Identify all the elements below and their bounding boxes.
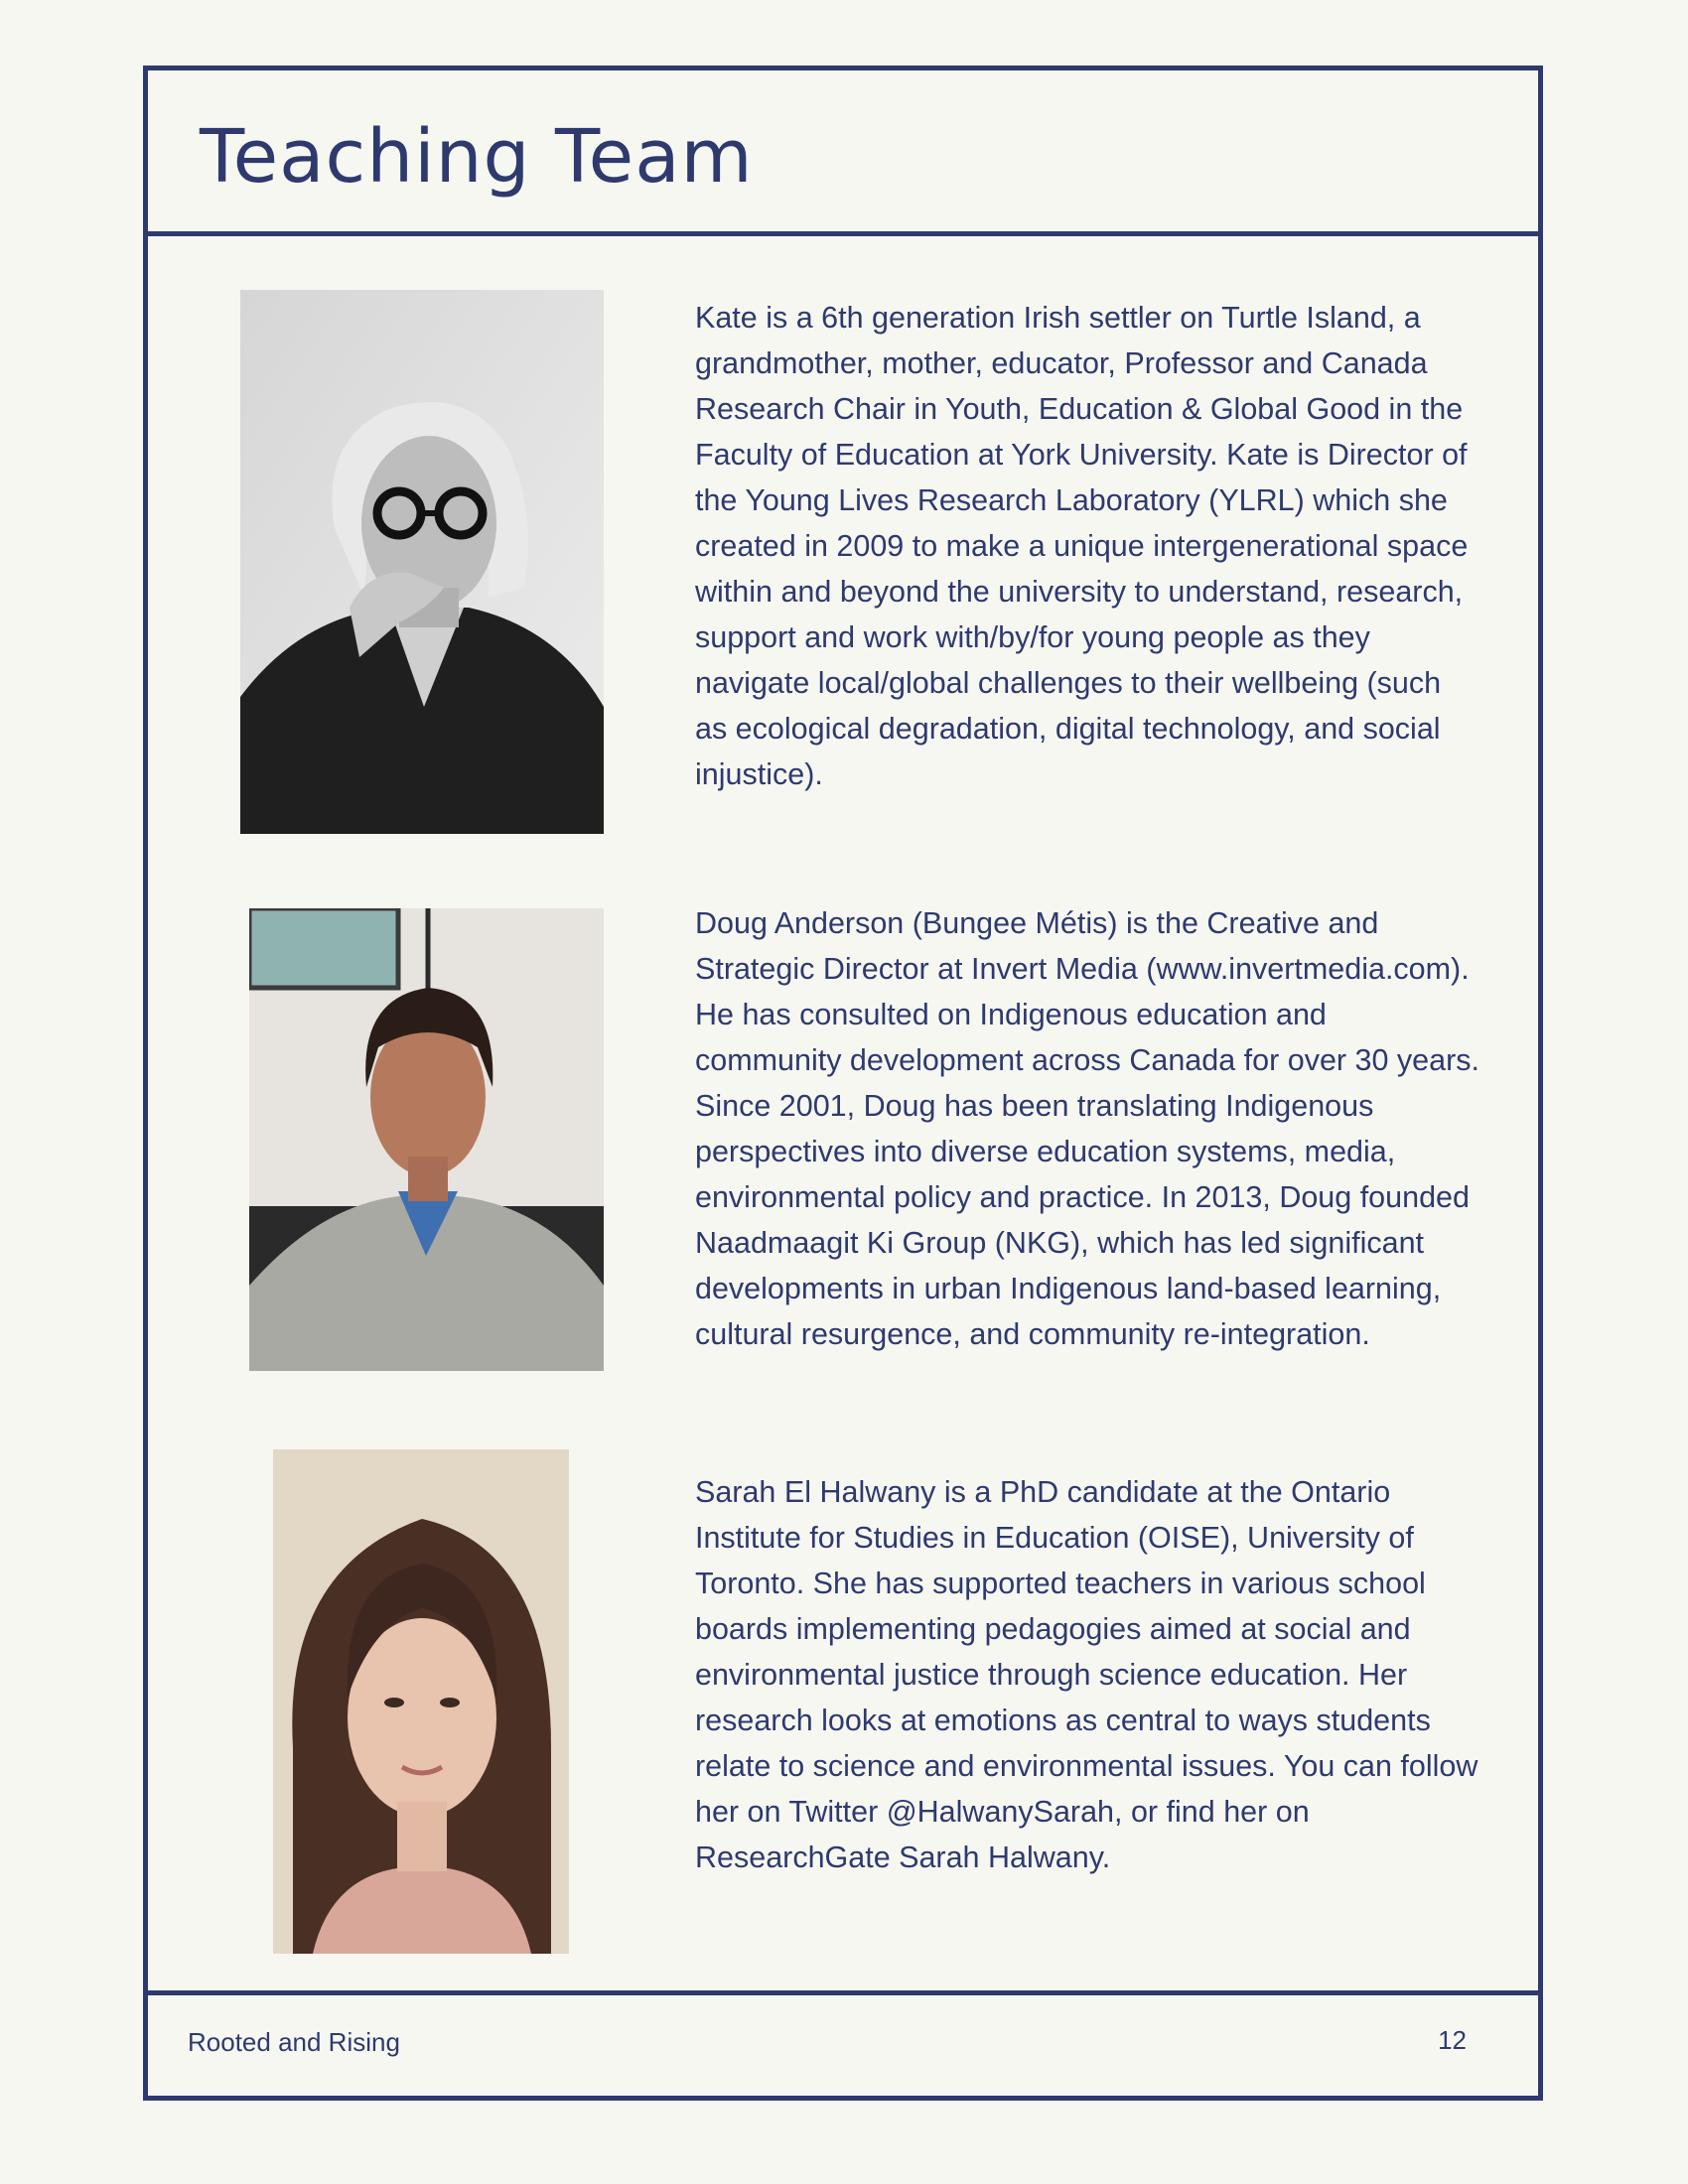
bio-kate: Kate is a 6th generation Irish settler on Turtle Island, a grandmother, mother, educator, Professor and Canada Research Chair in Youth, Education & Global Good in the Faculty of Education at York University. Kate is Director of the Young Lives Research Laboratory (YLRL) which she created in 2009 to make a unique intergenerational space within and beyond the university to understand, research, support and work with/by/for young people as they navigate local/global challenges to their wellbeing (such as ecological degradation, digital technology, and social injustice). <box>695 301 1469 791</box>
bio-doug: Doug Anderson (Bungee Métis) is the Creative and Strategic Director at Invert Media (www.invertmedia.com). He has consulted on Indigenous education and community development across Canada for over 30 years. Since 2001, Doug has been translating Indigenous perspectives into diverse education systems, media, environmental policy and practice. In 2013, Doug founded Naadmaagit Ki Group (NKG), which has led significant developments in urban Indigenous land-based learning, cultural resurgence, and community re-integration. <box>695 906 1479 1351</box>
bio-sarah: Sarah El Halwany is a PhD candidate at the Ontario Institute for Studies in Education (OISE), University of Toronto. She has supported teachers in various school boards implementing pedagogies aimed at social and environmental justice through science education. Her research looks at emotions as central to ways students relate to science and environmental issues. You can follow her on Twitter @HalwanySarah, or find her on ResearchGate Sarah Halwany. <box>695 1475 1478 1874</box>
page-title: Teaching Team <box>200 114 754 200</box>
title-bar <box>148 70 1538 236</box>
photo-sarah-icon <box>273 1449 569 1954</box>
footer-publication-title: Rooted and Rising <box>188 2027 400 2057</box>
footer <box>148 1990 1538 2096</box>
photo-doug-icon <box>249 908 604 1371</box>
photo-kate-icon <box>240 290 604 834</box>
page-number: 12 <box>1438 2025 1467 2055</box>
